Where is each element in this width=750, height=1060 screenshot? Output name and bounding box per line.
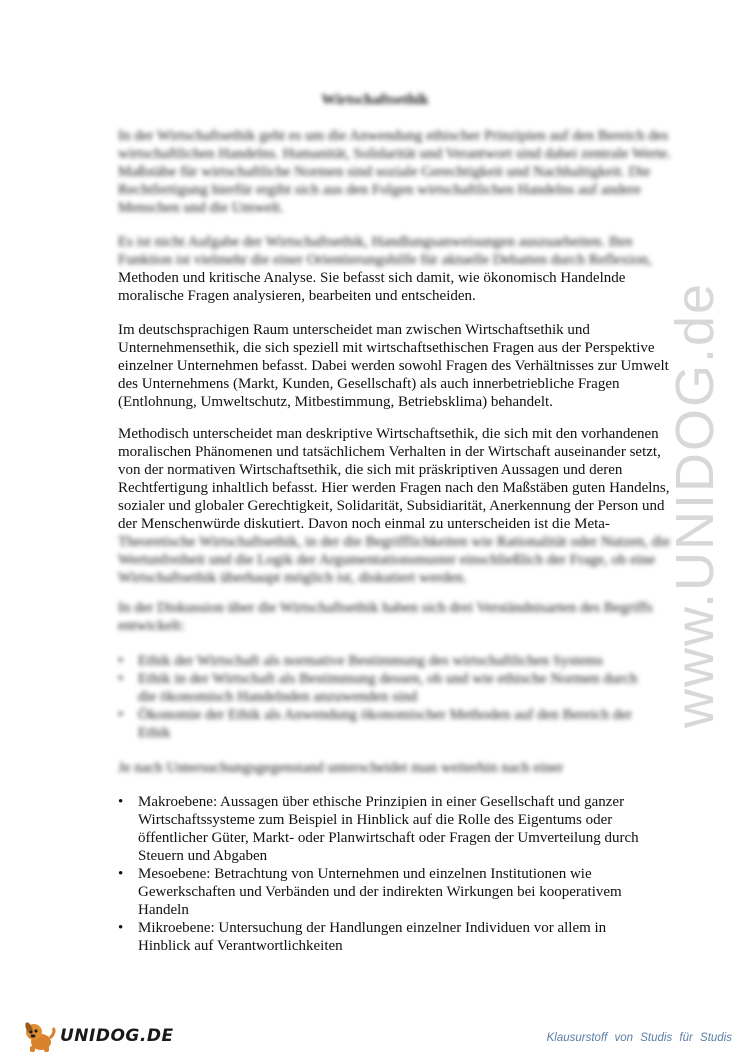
paragraph-diskussion bbox=[118, 599, 653, 635]
text-line: • Mesoebene: Betrachtung von Unternehmen und einzelnen Institutionen wie bbox=[138, 866, 592, 882]
text-line: • Ethik in der Wirtschaft als Bestimmung dessen, ob und wie ethische Normen durch bbox=[138, 671, 638, 687]
text-line: • Makroebene: Aussagen über ethische Prinzipien in einer Gesellschaft und ganzer bbox=[138, 794, 625, 810]
paragraph-intro bbox=[118, 127, 672, 217]
list-item-mesoebene bbox=[118, 865, 650, 919]
paragraph-unternehmensethik bbox=[118, 321, 669, 411]
text-line: Handeln bbox=[138, 902, 189, 918]
text-line: der Menschenwürde diskutiert. Davon noch einmal zu unterscheiden ist die Meta- bbox=[118, 516, 610, 532]
text-line: entwickelt: bbox=[118, 618, 185, 634]
text-line: In der Wirtschaftsethik geht es um die Anwendung ethischer Prinzipien auf den Bereich des bbox=[118, 128, 669, 144]
text-line: von der normativen Wirtschaftsethik, die sich mit präskriptiven Aussagen und deren bbox=[118, 462, 623, 478]
text-line: • Ökonomie der Ethik als Anwendung ökonomischer Methoden auf den Bereich der bbox=[138, 707, 633, 723]
text-line: Ethik bbox=[138, 725, 171, 741]
text-line: die ökonomisch Handelnden anzuwenden sind bbox=[138, 689, 418, 705]
text-line: einzelner Unternehmen befasst. Dabei werden sowohl Fragen des Verhältnisses zur Umwelt bbox=[118, 358, 669, 374]
text-line: Je nach Untersuchungsgegenstand unterscheidet man weiterhin nach einer bbox=[118, 760, 564, 776]
text-line: Im deutschsprachigen Raum unterscheidet man zwischen Wirtschaftsethik und bbox=[118, 322, 590, 338]
text-line: Gewerkschaften und Verbänden und der indirekten Wirkungen bei kooperativem bbox=[138, 884, 622, 900]
list-item-makroebene bbox=[118, 793, 650, 865]
text-line: Methodisch unterscheidet man deskriptive Wirtschaftsethik, die sich mit den vorhandenen bbox=[118, 426, 659, 442]
text-line: Wirtschaftsethik überhaupt möglich ist, diskutiert werden. bbox=[118, 570, 467, 586]
logo-text: UNIDOG.DE bbox=[60, 1026, 174, 1046]
text-line: Steuern und Abgaben bbox=[138, 848, 268, 864]
list-item-mikroebene bbox=[118, 919, 650, 955]
text-line: Methoden und kritische Analyse. Sie befasst sich damit, wie ökonomisch Handelnde bbox=[118, 270, 626, 286]
watermark-text: www.UNIDOG.de bbox=[665, 281, 725, 729]
bullet-list-verstaendnisarten bbox=[118, 652, 650, 742]
text-line: (Entlohnung, Umweltschutz, Mitbestimmung, Betriebsklima) behandelt. bbox=[118, 394, 553, 410]
text-line: Rechtfertigung hierfür ergibt sich aus den Folgen wirtschaftlichen Handelns auf andere bbox=[118, 182, 641, 198]
paragraph-purpose bbox=[118, 233, 650, 305]
text-line: In der Diskussion über die Wirtschaftsethik haben sich drei Verständnisarten des Begriffs bbox=[118, 600, 653, 616]
list-item bbox=[118, 670, 650, 706]
text-line: Theoretische Wirtschaftsethik, in der die Begrifflichkeiten wie Rationalität oder Nutzen, die bbox=[118, 534, 670, 550]
text-line: • Ethik der Wirtschaft als normative Bestimmung des wirtschaftlichen Systems bbox=[138, 653, 603, 669]
dog-icon bbox=[22, 1018, 58, 1054]
text-line: Hinblick auf Verantwortlichkeiten bbox=[138, 938, 343, 954]
text-line: Wertunfreiheit und die Logik der Argumentationsmuster einschließlich der Frage, ob eine bbox=[118, 552, 656, 568]
text-line: sozialer und globaler Gerechtigkeit, Solidarität, Subsidiarität, Anerkennung der Person und bbox=[118, 498, 665, 514]
text-line: des Unternehmens (Markt, Kunden, Gesellschaft) als auch innerbetriebliche Fragen bbox=[118, 376, 620, 392]
text-line: Rechtfertigung inhaltlich befasst. Hier werden Fragen nach den Maßstäben guten Handelns, bbox=[118, 480, 670, 496]
text-line: Unternehmensethik, die sich speziell mit wirtschaftsethischen Fragen aus der Perspektive bbox=[118, 340, 655, 356]
text-line: Wirtschaftssysteme zum Beispiel in Hinblick auf die Rolle des Eigentums oder bbox=[138, 812, 613, 828]
footer-claim: Klausurstoff von Studis für Studis bbox=[546, 1032, 732, 1044]
text-line: Es ist nicht Aufgabe der Wirtschaftsethik, Handlungsanweisungen auszuarbeiten. Ihre bbox=[118, 234, 633, 250]
text-line: • Mikroebene: Untersuchung der Handlungen einzelner Individuen vor allem in bbox=[138, 920, 607, 936]
text-line: Maßstäbe für wirtschaftliche Normen sind soziale Gerechtigkeit und Nachhaltigkeit. Die bbox=[118, 164, 651, 180]
text-line: Menschen und die Umwelt. bbox=[118, 200, 284, 216]
document-title: Wirtschaftsethik bbox=[321, 92, 429, 108]
text-line: moralischen Phänomenen und tatsächlichem Verhalten in der Wirtschaft auseinander setzt, bbox=[118, 444, 661, 460]
paragraph-methodik bbox=[118, 425, 670, 587]
watermark bbox=[660, 280, 730, 730]
text-line: moralische Fragen analysieren, bearbeiten und entscheiden. bbox=[118, 288, 476, 304]
list-item bbox=[118, 706, 650, 742]
text-line: Funktion ist vielmehr die einer Orientierungshilfe für aktuelle Debatten durch Reflexion, bbox=[118, 252, 652, 268]
paragraph-untersuchungsgegenstand bbox=[118, 759, 650, 777]
bullet-list-ebenen bbox=[118, 793, 650, 955]
text-line: öffentlicher Güter, Markt- oder Planwirtschaft oder Fragen der Umverteilung durch bbox=[138, 830, 639, 846]
list-item bbox=[118, 652, 650, 670]
text-line: wirtschaftlichen Handelns. Humanität, Solidarität und Verantwort sind dabei zentrale Werte. bbox=[118, 146, 672, 162]
unidog-logo bbox=[22, 1018, 174, 1054]
